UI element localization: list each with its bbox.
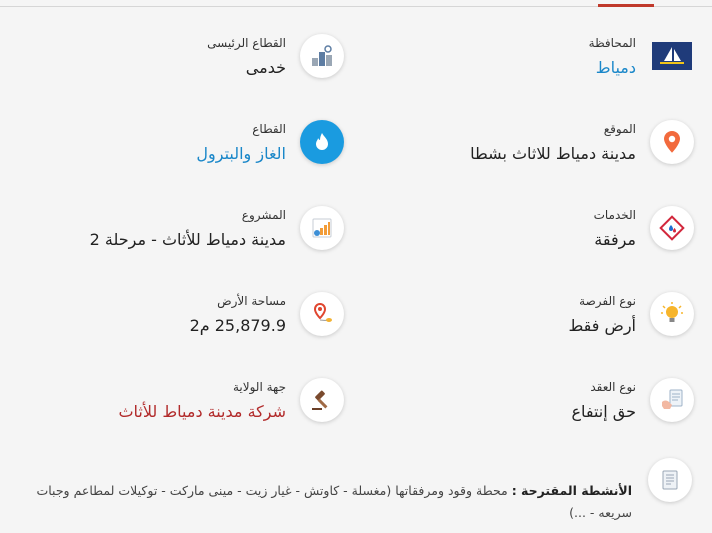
- contract-icon: [650, 378, 694, 422]
- contract-type-field: [364, 378, 694, 438]
- authority-value: شركة مدينة دمياط للأثاث: [118, 402, 286, 421]
- contract-type-value: حق إنتفاع: [571, 402, 636, 421]
- contract-type-label: نوع العقد: [590, 380, 636, 394]
- proposed-activities: [22, 458, 692, 528]
- activities-text: [32, 480, 632, 524]
- damietta-logo-icon: [650, 34, 694, 78]
- gas-flame-icon: [300, 120, 344, 164]
- document-icon: [648, 458, 692, 502]
- services-field: [364, 206, 694, 266]
- land-area-field: [14, 292, 344, 352]
- main-sector-label: القطاع الرئيسى: [207, 36, 286, 50]
- authority-field: [14, 378, 344, 438]
- project-label: المشروع: [241, 208, 286, 222]
- location-label: الموقع: [603, 122, 636, 136]
- location-value: مدينة دمياط للاثاث بشطا: [470, 144, 636, 163]
- active-tab-indicator: [598, 4, 654, 7]
- land-area-label: مساحة الأرض: [217, 294, 286, 308]
- services-label: الخدمات: [593, 208, 636, 222]
- utilities-icon: [650, 206, 694, 250]
- governorate-field: [364, 34, 694, 94]
- opportunity-type-label: نوع الفرصة: [579, 294, 636, 308]
- governorate-value[interactable]: دمياط: [595, 58, 636, 77]
- activities-description: محطة وقود ومرفقاتها (مغسلة - كاوتش - غيار زيت - مينى ماركت - توكيلات لمطاعم وجبات سريعه - ...): [36, 483, 632, 520]
- project-value: مدينة دمياط للأثاث - مرحلة 2: [89, 230, 286, 249]
- project-chart-icon: [300, 206, 344, 250]
- location-field: [364, 120, 694, 180]
- sector-value[interactable]: الغاز والبترول: [196, 144, 286, 163]
- main-sector-value: خدمى: [245, 58, 286, 77]
- location-pin-icon: [650, 120, 694, 164]
- opportunity-type-field: [364, 292, 694, 352]
- services-value: مرفقة: [594, 230, 636, 249]
- project-field: [14, 206, 344, 266]
- main-sector-field: [14, 34, 344, 94]
- governorate-label: المحافظة: [588, 36, 636, 50]
- sector-field: [14, 120, 344, 180]
- land-area-value: 25,879.9 م2: [189, 316, 286, 335]
- sector-label: القطاع: [252, 122, 286, 136]
- land-area-icon: [300, 292, 344, 336]
- opportunity-type-value: أرض فقط: [568, 316, 636, 335]
- gavel-icon: [300, 378, 344, 422]
- lightbulb-icon: [650, 292, 694, 336]
- activities-title: الأنشطة المقترحة :: [511, 483, 632, 498]
- main-sector-icon: [300, 34, 344, 78]
- authority-label: جهة الولاية: [232, 380, 286, 394]
